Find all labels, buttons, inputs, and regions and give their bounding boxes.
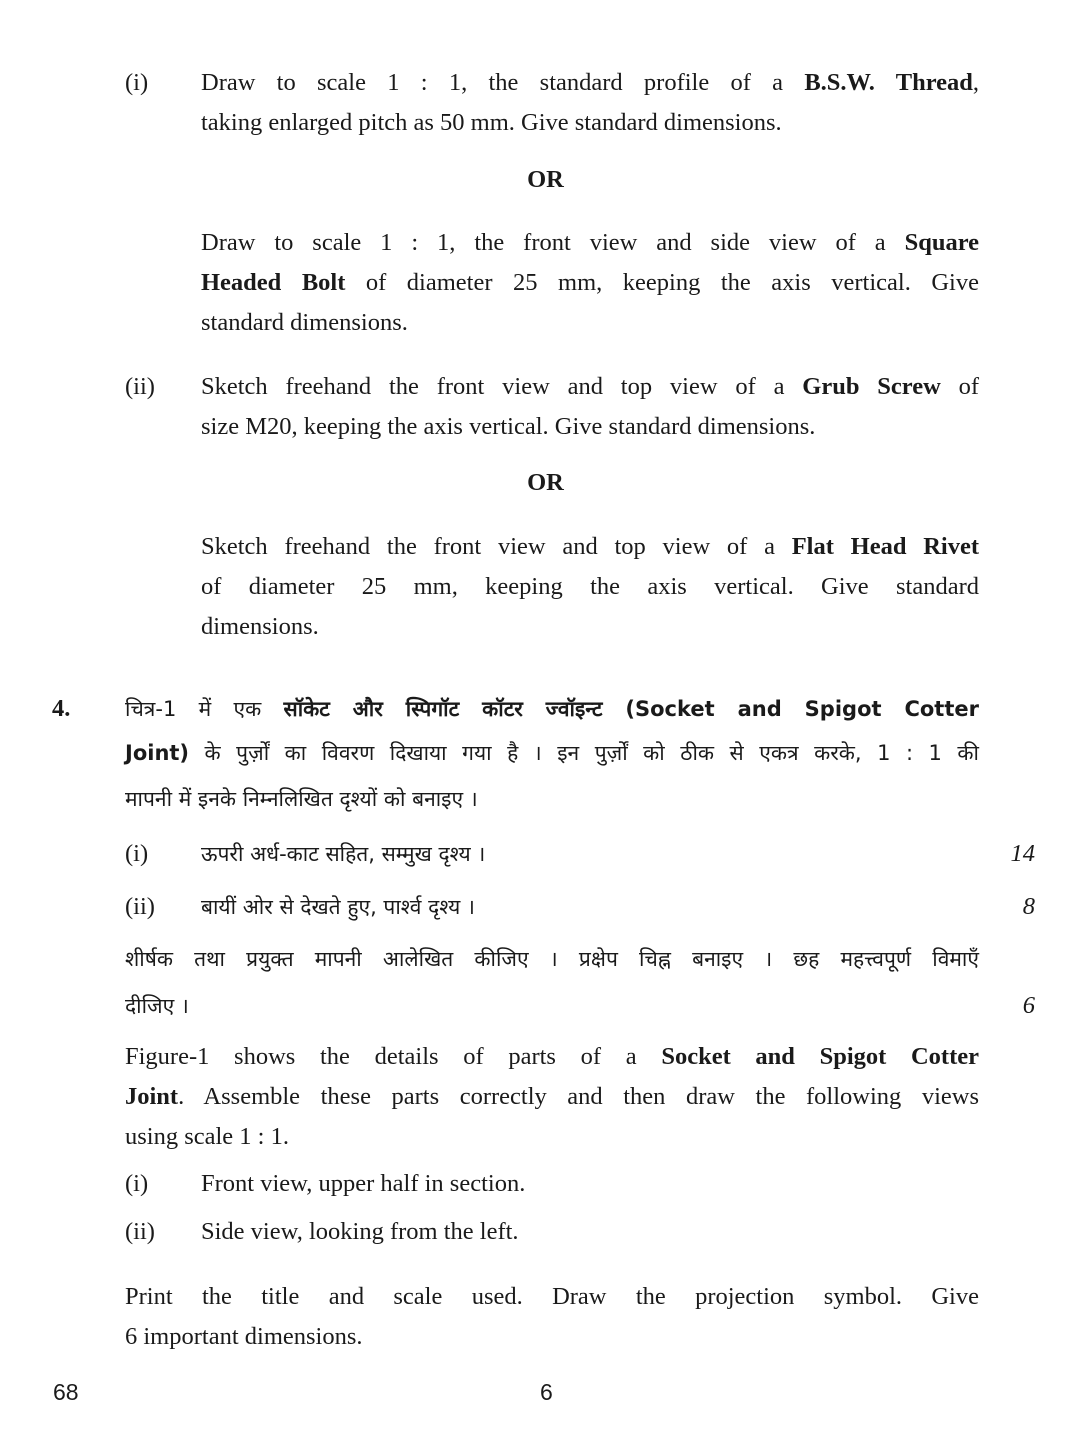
en-item-label-i: (i) <box>125 1170 149 1197</box>
q3-alt1-line1: Draw to scale 1 : 1, the front view and side view of a Square <box>201 229 979 256</box>
q3-ii-line2: size M20, keeping the axis vertical. Give standard dimensions. <box>201 413 816 440</box>
flat-head-rivet-term: Flat Head Rivet <box>791 533 980 560</box>
q4-en-footer-line2: 6 important dimensions. <box>125 1323 363 1350</box>
q3-alt2-line1: Sketch freehand the front view and top view of a Flat Head Rivet <box>201 533 980 560</box>
q3-i-line1: Draw to scale 1 : 1, the standard profile of a B.S.W. Thread, <box>201 69 980 96</box>
q3-i-line2: taking enlarged pitch as 50 mm. Give standard dimensions. <box>201 109 782 136</box>
marks-14: 14 <box>1010 840 1035 867</box>
bsw-thread-term: B.S.W. Thread <box>804 69 973 96</box>
q4-hindi-line1: चित्र-1 में एक सॉकेट और स्पिगॉट कॉटर ज्वॉइन्ट (Socket and Spigot Cotter <box>125 697 979 721</box>
or-divider-1: OR <box>527 166 564 193</box>
marks-8: 8 <box>1022 893 1035 920</box>
q3-alt2-line3: dimensions. <box>201 613 319 640</box>
marks-6: 6 <box>1022 992 1035 1019</box>
q4-hindi-footer-line1: शीर्षक तथा प्रयुक्त मापनी आलेखित कीजिए । प्रक्षेप चिह्न बनाइए । छह महत्त्वपूर्ण विमाएँ <box>125 947 979 971</box>
hindi-item-label-ii: (ii) <box>125 893 155 920</box>
page-number: 6 <box>540 1379 553 1405</box>
q4-en-line1: Figure-1 shows the details of parts of a Socket and Spigot Cotter <box>125 1043 979 1070</box>
q4-hindi-line2: Joint) के पुर्ज़ों का विवरण दिखाया गया है । इन पुर्ज़ों को ठीक से एकत्र करके, 1 : 1 की <box>125 741 979 765</box>
item-label-ii: (ii) <box>125 373 155 400</box>
q4-hindi-line3: मापनी में इनके निम्नलिखित दृश्यों को बनाइए । <box>125 787 478 811</box>
q4-hindi-footer-line2: दीजिए । <box>125 994 189 1018</box>
q3-alt1-line3: standard dimensions. <box>201 309 408 336</box>
q3-alt2-line2: of diameter 25 mm, keeping the axis vertical. Give standard <box>201 573 979 600</box>
or-divider-2: OR <box>527 469 564 496</box>
en-item-i-text: Front view, upper half in section. <box>201 1170 526 1197</box>
q3-ii-line1: Sketch freehand the front view and top view of a Grub Screw of <box>201 373 979 400</box>
q3-alt1-line2: Headed Bolt of diameter 25 mm, keeping the axis vertical. Give <box>201 269 979 296</box>
question-number-4: 4. <box>52 695 71 722</box>
en-item-label-ii: (ii) <box>125 1218 155 1245</box>
q4-en-line2: Joint. Assemble these parts correctly and then draw the following views <box>125 1083 979 1110</box>
item-label-i: (i) <box>125 69 149 96</box>
grub-screw-term: Grub Screw <box>802 373 941 400</box>
q4-en-line3: using scale 1 : 1. <box>125 1123 289 1150</box>
hindi-item-label-i: (i) <box>125 840 149 867</box>
paper-code: 68 <box>53 1379 79 1405</box>
hindi-item-ii-text: बायीं ओर से देखते हुए, पार्श्व दृश्य । <box>201 895 475 919</box>
q4-en-footer-line1: Print the title and scale used. Draw the projection symbol. Give <box>125 1283 979 1310</box>
hindi-item-i-text: ऊपरी अर्ध-काट सहित, सम्मुख दृश्य । <box>201 842 486 866</box>
en-item-ii-text: Side view, looking from the left. <box>201 1218 519 1245</box>
